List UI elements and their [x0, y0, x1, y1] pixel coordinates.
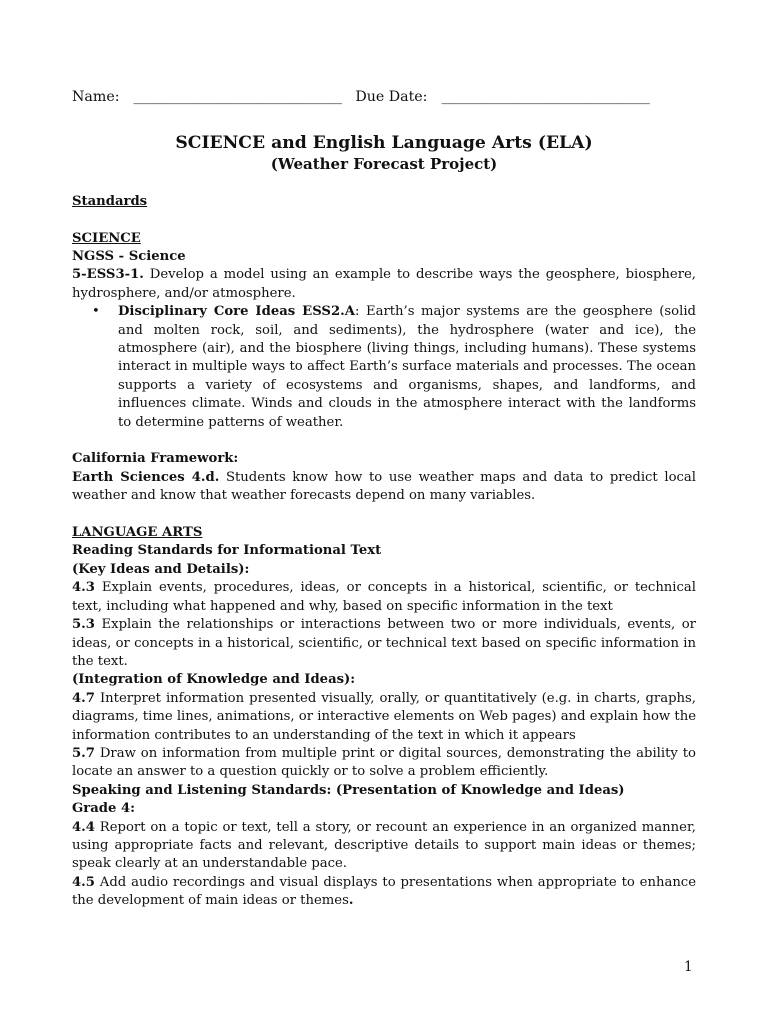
standard-4-4-text: Report on a topic or text, tell a story, or recount an experience in an organized manner, using appropriate facts and relevant, descriptive details to support main ideas or themes; speak clearly at an understandable pace.: [72, 819, 696, 872]
standard-5-3: [72, 616, 696, 671]
ess3-text: Develop a model using an example to describe ways the geosphere, biosphere, hydrosphere, and/or atmosphere.: [72, 267, 696, 301]
standard-4-3-text: Explain events, procedures, ideas, or concepts in a historical, scientific, or technical text, including what happened and why, based on specific information in the text: [72, 580, 696, 614]
key-ideas-heading: (Key Ideas and Details):: [72, 561, 250, 577]
page-number: 1: [684, 959, 693, 975]
standard-4-5-text: Add audio recordings and visual displays to presentations when appropriate to enhance the development of main ideas or themes: [72, 874, 696, 909]
core-ideas-label: Disciplinary Core Ideas ESS2.A: [118, 304, 355, 320]
standard-4-5-period: .: [348, 893, 354, 909]
standard-5-7-code: 5.7: [72, 745, 95, 761]
standard-4-7: [72, 690, 696, 745]
due-date-field: ________________________________: [441, 89, 650, 105]
standard-4-3: [72, 579, 696, 616]
standard-4-3-code: 4.3: [72, 580, 95, 596]
standard-4-4: [72, 819, 696, 874]
california-framework-heading: California Framework:: [72, 451, 239, 467]
ess3-standard: [72, 266, 696, 303]
standard-4-5-code: 4.5: [72, 874, 95, 890]
name-field: ________________________________: [133, 89, 342, 105]
core-ideas-bullet: [92, 303, 696, 432]
language-arts-heading: LANGUAGE ARTS: [72, 525, 203, 541]
earth-sciences-standard: [72, 469, 696, 506]
ngss-heading: NGSS - Science: [72, 249, 186, 264]
core-ideas-text: : Earth’s major systems are the geosphere (solid and molten rock, soil, and sediments), the hydrosphere (water and ice), the atmosphere (air), and the biosphere (living things, including humans). These systems interact in multiple ways to affect Earth’s surface materials and processes. The ocean supports a variety of ecosystems and organisms, shapes, and landforms, and influences climate. Winds and clouds in the atmosphere interact with the landforms to determine patterns of weather.: [118, 304, 696, 430]
reading-standards-heading: Reading Standards for Informational Text: [72, 543, 382, 559]
document-subtitle: (Weather Forecast Project): [270, 155, 498, 174]
name-due-line: [72, 88, 696, 106]
integration-heading: (Integration of Knowledge and Ideas):: [72, 672, 356, 688]
document-page: [72, 88, 696, 911]
ess3-code: 5-ESS3-1.: [72, 267, 144, 283]
document-title: SCIENCE and English Language Arts (ELA): [175, 133, 593, 154]
speaking-listening-heading: Speaking and Listening Standards: (Presentation of Knowledge and Ideas): [72, 782, 625, 798]
earth-sciences-code: Earth Sciences 4.d.: [72, 469, 220, 485]
earth-sciences-text: Students know how to use weather maps and data to predict local weather and know that weather forecasts depend on many variables.: [72, 469, 696, 504]
name-label: Name:: [72, 89, 120, 105]
standards-heading: Standards: [72, 193, 148, 209]
due-date-label: Due Date:: [355, 89, 428, 105]
standard-5-3-code: 5.3: [72, 617, 95, 633]
grade-heading: Grade 4:: [72, 801, 136, 817]
standard-5-7: [72, 745, 696, 782]
bullet-icon: •: [92, 304, 100, 320]
standard-4-4-code: 4.4: [72, 819, 95, 835]
science-heading: SCIENCE: [72, 230, 141, 246]
standard-4-5: [72, 874, 696, 911]
standard-4-7-text: Interpret information presented visually, orally, or quantitatively (e.g. in charts, graphs, diagrams, time lines, animations, or interactive elements on Web pages) and explain how the information contributes to an understanding of the text in which it appears: [72, 690, 696, 743]
standard-5-3-text: Explain the relationships or interactions between two or more individuals, events, or ideas, or concepts in a historical, scientific, or technical text based on specific information in the text.: [72, 617, 696, 669]
standard-5-7-text: Draw on information from multiple print or digital sources, demonstrating the ability to locate an answer to a question quickly or to solve a problem efficiently.: [72, 745, 696, 780]
standard-4-7-code: 4.7: [72, 690, 95, 706]
